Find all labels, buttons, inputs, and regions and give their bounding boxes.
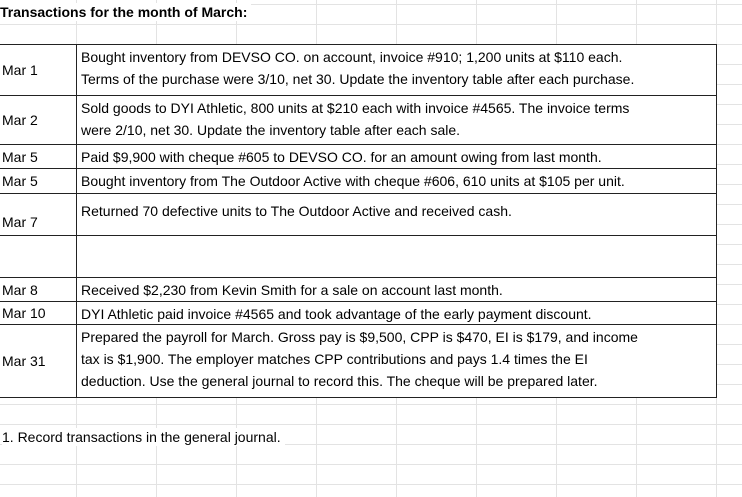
transaction-row: [0, 96, 717, 145]
instruction-note: 1. Record transactions in the general journal.: [2, 428, 285, 446]
description-line: were 2/10, net 30. Update the inventory table after each sale.: [81, 122, 461, 138]
transaction-row: [0, 194, 717, 236]
description-cell[interactable]: [76, 145, 717, 168]
transaction-row: [0, 145, 717, 169]
description-line: Bought inventory from The Outdoor Active with cheque #606, 610 units at $105 per unit.: [81, 173, 625, 189]
date-cell[interactable]: Mar 2: [2, 112, 38, 128]
transaction-row: [0, 44, 717, 96]
description-cell[interactable]: [76, 278, 717, 301]
date-cell[interactable]: Mar 1: [2, 62, 38, 78]
description-cell[interactable]: [76, 169, 717, 193]
date-cell[interactable]: Mar 10: [2, 305, 46, 321]
transaction-row: [0, 325, 717, 398]
transaction-row: [0, 278, 717, 302]
date-cell[interactable]: Mar 5: [2, 173, 38, 189]
description-line: Received $2,230 from Kevin Smith for a sale on account last month.: [81, 282, 503, 298]
description-line: Prepared the payroll for March. Gross pay is $9,500, CPP is $470, EI is $179, and income: [81, 329, 638, 345]
description-line: tax is $1,900. The employer matches CPP contributions and pays 1.4 times the EI: [81, 351, 588, 367]
description-line: Bought inventory from DEVSO CO. on account, invoice #910; 1,200 units at $110 each.: [81, 49, 623, 65]
description-cell[interactable]: [76, 302, 717, 324]
description-cell[interactable]: [76, 96, 717, 144]
date-cell[interactable]: Mar 5: [2, 148, 38, 165]
date-cell[interactable]: [0, 236, 76, 277]
empty-row: [0, 236, 717, 278]
page-title: Transactions for the month of March:: [0, 3, 251, 21]
description-line: DYI Athletic paid invoice #4565 and took advantage of the early payment discount.: [81, 306, 592, 322]
transactions-table: [0, 44, 717, 398]
description-line: Sold goods to DYI Athletic, 800 units at $210 each with invoice #4565. The invoice terms: [81, 100, 630, 116]
transaction-row: [0, 169, 717, 194]
description-cell[interactable]: [76, 325, 717, 397]
transaction-row: [0, 302, 717, 325]
description-line: Paid $9,900 with cheque #605 to DEVSO CO. for an amount owing from last month.: [81, 149, 602, 165]
date-cell[interactable]: Mar 31: [2, 353, 46, 369]
description-line: Terms of the purchase were 3/10, net 30. Update the inventory table after each purchase.: [81, 71, 635, 87]
description-cell[interactable]: [76, 194, 717, 235]
date-cell[interactable]: Mar 8: [2, 282, 38, 298]
description-line: Returned 70 defective units to The Outdoor Active and received cash.: [81, 203, 512, 219]
description-line: deduction. Use the general journal to record this. The cheque will be prepared later.: [81, 373, 598, 389]
description-cell[interactable]: [76, 236, 717, 277]
description-cell[interactable]: [76, 45, 717, 95]
date-cell[interactable]: Mar 7: [2, 214, 38, 230]
